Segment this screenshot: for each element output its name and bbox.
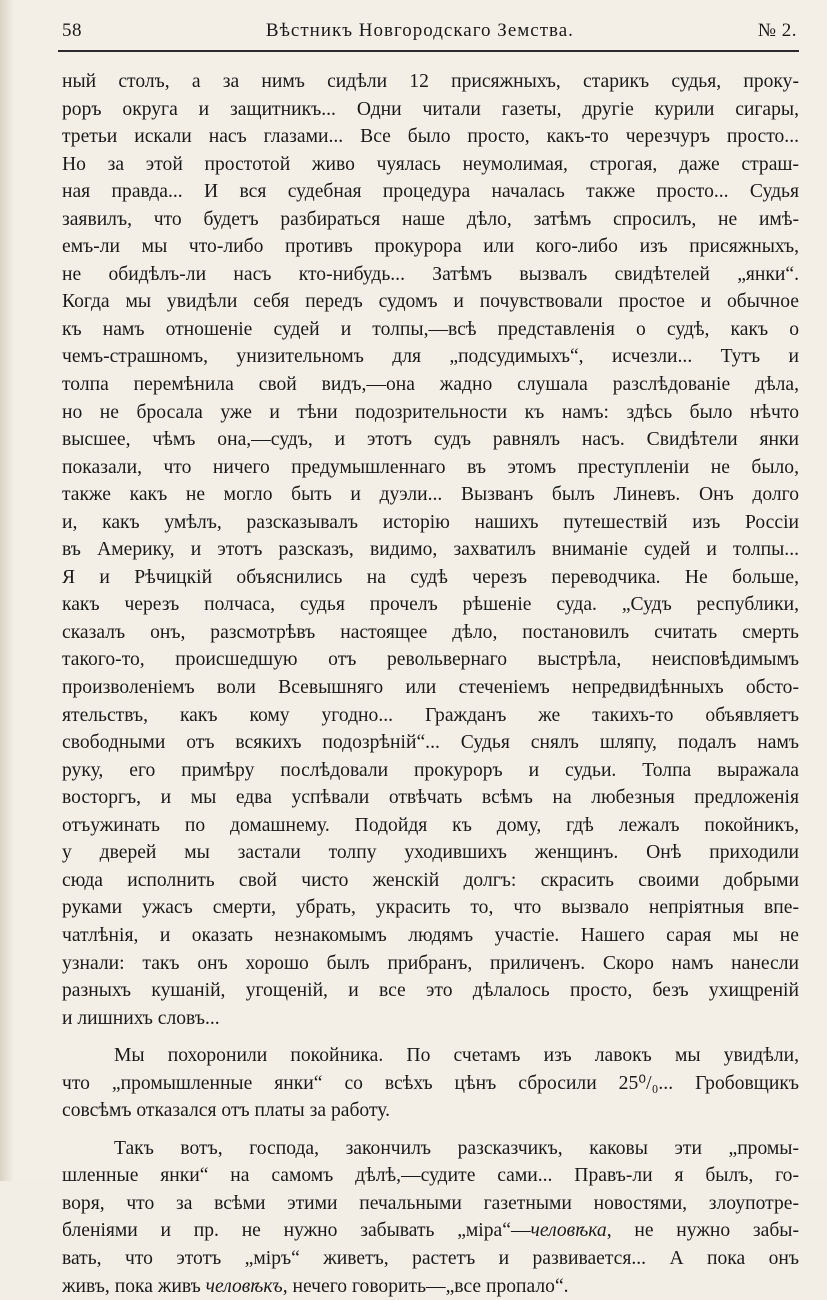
text-fragment: , не нужно забы- <box>606 1220 799 1242</box>
text-line: шленные янки“ на самомъ дѣлѣ,—судите сами... Правъ-ли я былъ, го- <box>62 1165 799 1187</box>
text-fragment: живъ, пока живъ <box>62 1275 206 1297</box>
italic-word: человѣкъ <box>205 1275 283 1297</box>
text-line <box>62 1273 799 1300</box>
text-line: Мы похоронили покойника. По счетамъ изъ лавокъ мы увидѣли, <box>114 1045 799 1067</box>
text-line: емъ-ли мы что-либо противъ прокурора или кого-либо изъ присяжныхъ, <box>62 236 799 258</box>
text-line: ная правда... И вся судебная процедура началась также просто... Судья <box>62 181 799 203</box>
paragraph-2 <box>62 1042 799 1125</box>
text-line: чемъ-страшномъ, унизительномъ для „подсудимыхъ“, исчезли... Тутъ и <box>62 346 799 368</box>
text-line: ный столъ, а за нимъ сидѣли 12 присяжныхъ, старикъ судья, проку- <box>62 71 799 92</box>
paragraph-3 <box>62 1135 799 1300</box>
text-line: руку, его примѣру послѣдовали прокуроръ и судьи. Толпа выражала <box>62 759 799 781</box>
text-line: и, какъ умѣлъ, разсказывалъ исторію нашихъ путешествій изъ Россіи <box>62 511 799 533</box>
article-text <box>62 68 799 1300</box>
text-line: роръ округа и защитникъ... Одни читали газеты, другіе курили сигары, <box>62 98 799 120</box>
text-line: вать, что этотъ „міръ“ живетъ, растетъ и развивается... А пока онъ <box>62 1247 799 1269</box>
text-line: но не бросала уже и тѣни подозрительности къ намъ: здѣсь было нѣчто <box>62 401 799 423</box>
text-line: Я и Рѣчицкій объяснились на судѣ черезъ переводчика. Не больше, <box>62 566 799 588</box>
text-line: показали, что ничего предумышленнаго въ этомъ преступленіи не было, <box>62 456 799 478</box>
page-edge-shadow <box>0 0 14 1181</box>
text-line: и лишнихъ словъ... <box>62 1007 220 1029</box>
text-line: произволеніемъ воли Всевышняго или стеченіемъ непредвидѣнныхъ обсто- <box>62 677 799 699</box>
text-line: въ Америку, и этотъ разсказъ, видимо, захватилъ вниманіе судей и толпы... <box>62 539 799 561</box>
italic-word: человѣка <box>530 1220 607 1242</box>
text-line: какъ черезъ полчаса, судья прочелъ рѣшеніе суда. „Судъ республики, <box>62 594 799 616</box>
text-line: что „промышленные янки“ со всѣхъ цѣнъ сбросили 25⁰/₀... Гробовщикъ <box>62 1072 799 1094</box>
text-line: свободными отъ всякихъ подозрѣній“... Судья снялъ шляпу, подалъ намъ <box>62 732 799 754</box>
text-line: разныхъ кушаній, угощеній, и все это дѣлалось просто, безъ ухищреній <box>62 980 799 1002</box>
text-line: руками ужасъ смерти, убрать, украсить то, что вызвало непріятныя впе- <box>62 897 799 919</box>
text-line: чатлѣнія, и оказать незнакомымъ людямъ участіе. Нашего сарая мы не <box>62 924 799 946</box>
running-header <box>62 20 797 50</box>
text-line: ятельствъ, какъ кому угодно... Гражданъ же такихъ-то объявляетъ <box>62 704 799 726</box>
text-line: у дверей мы застали толпу уходившихъ женщинъ. Онѣ приходили <box>62 842 799 864</box>
text-line: заявилъ, что будетъ разбираться наше дѣло, затѣмъ спросилъ, не имѣ- <box>62 208 799 230</box>
text-line: не обидѣлъ-ли насъ кто-нибудь... Затѣмъ вызвалъ свидѣтелей „янки“. <box>62 263 799 285</box>
text-line <box>62 1217 799 1245</box>
text-line: сюда исполнить свой чисто женскій долгъ: скрасить своими добрыми <box>62 869 799 891</box>
text-line: Такъ вотъ, господа, закончилъ разсказчикъ, каковы эти „промы- <box>114 1137 799 1159</box>
text-fragment: бленіями и пр. не нужно забывать „міра“— <box>62 1220 531 1242</box>
text-line: толпа перемѣнила свой видъ,—она жадно слушала разслѣдованіе дѣла, <box>62 374 799 396</box>
text-line: къ намъ отношеніе судей и толпы,—всѣ представленія о судѣ, какъ о <box>62 318 799 340</box>
text-line: такого-то, происшедшую отъ револьвернаго выстрѣла, неисповѣдимымъ <box>62 649 799 671</box>
text-line: совсѣмъ отказался отъ платы за работу. <box>62 1100 390 1122</box>
header-rule <box>58 50 799 52</box>
text-line: восторгъ, и мы едва успѣвали отвѣчать всѣмъ на любезныя предложенія <box>62 787 799 809</box>
text-line: отъужинать по домашнему. Подойдя къ дому, гдѣ лежалъ покойникъ, <box>62 814 799 836</box>
page-number: 58 <box>62 20 82 41</box>
text-line: сказалъ онъ, разсмотрѣвъ настоящее дѣло, постановилъ считать смерть <box>62 621 799 643</box>
text-line: также какъ не могло быть и дуэли... Вызванъ былъ Линевъ. Онъ долго <box>62 484 799 506</box>
text-line: третьи искали насъ глазами... Все было просто, какъ-то черезчуръ просто... <box>62 126 799 148</box>
issue-number: № 2. <box>757 20 797 41</box>
text-line: высшее, чѣмъ она,—судъ, и этотъ судъ равнялъ насъ. Свидѣтели янки <box>62 429 799 451</box>
text-line: узнали: такъ онъ хорошо былъ прибранъ, приличенъ. Скоро намъ нанесли <box>62 952 799 974</box>
text-fragment: , нечего говорить—„все пропало“. <box>282 1275 569 1297</box>
journal-title: Вѣстникъ Новгородскаго Земства. <box>265 20 574 41</box>
text-line: Когда мы увидѣли себя передъ судомъ и почувствовали простое и обычное <box>62 291 799 313</box>
text-line: Но за этой простотой живо чуялась неумолимая, строгая, даже страш- <box>62 153 799 175</box>
text-line: воря, что за всѣми этими печальными газетными новостями, злоупотре- <box>62 1192 799 1214</box>
paragraph-1 <box>62 68 799 1032</box>
